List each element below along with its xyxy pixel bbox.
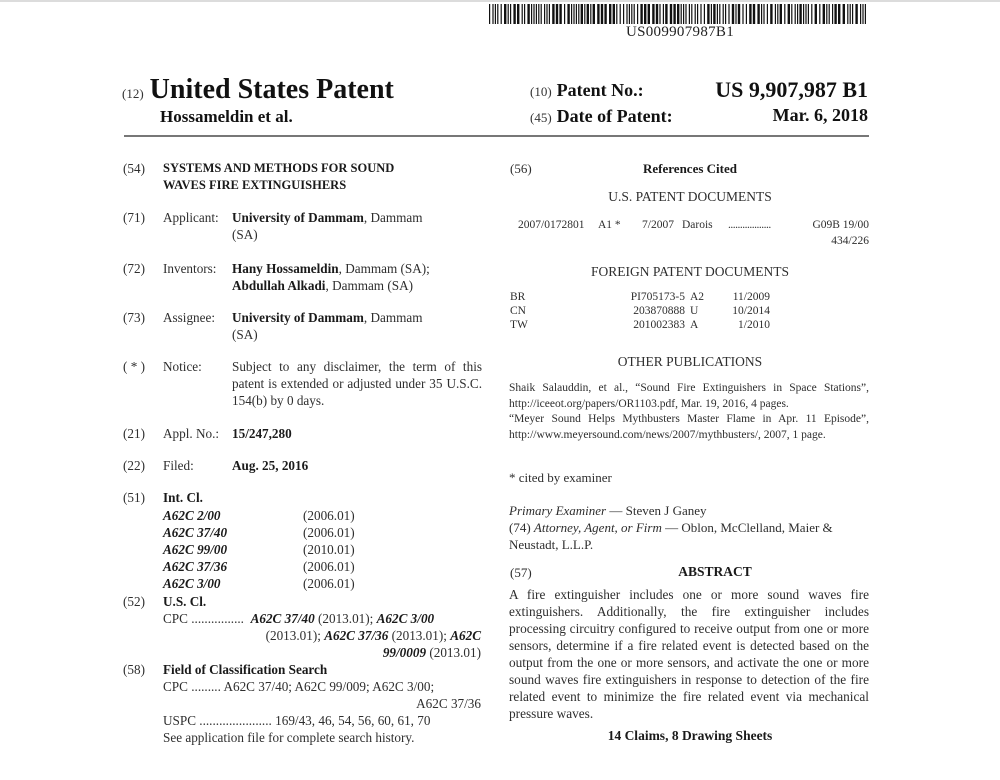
assignee-name: University of Dammam bbox=[232, 310, 364, 325]
field-code: (21) bbox=[123, 426, 145, 441]
barcode-bar bbox=[852, 4, 853, 24]
field-label: Assignee: bbox=[163, 310, 216, 325]
doc-country: TW bbox=[510, 319, 528, 331]
patent-no-label bbox=[530, 80, 644, 101]
date-code: (45) bbox=[530, 110, 552, 125]
barcode-bar bbox=[559, 4, 561, 24]
barcode-bar bbox=[862, 4, 863, 24]
class-version: (2013.01) bbox=[426, 645, 481, 660]
examiner-label: Primary Examiner bbox=[509, 503, 607, 518]
barcode-bar bbox=[640, 4, 642, 24]
doc-number: 203870888 bbox=[633, 305, 685, 317]
barcode-bar bbox=[665, 4, 667, 24]
barcode-bar bbox=[634, 4, 635, 24]
barcode-bar bbox=[838, 4, 840, 24]
date-label-text: Date of Patent: bbox=[556, 106, 673, 126]
barcode-bar bbox=[659, 4, 660, 24]
barcode-bar bbox=[860, 4, 861, 24]
barcode-bar bbox=[584, 4, 585, 24]
barcode-bar bbox=[581, 4, 583, 24]
doc-kind: A bbox=[690, 319, 699, 331]
barcode-bar bbox=[522, 4, 523, 24]
barcode-bar bbox=[552, 4, 554, 24]
barcode-bar bbox=[713, 4, 715, 24]
patent-no-label-text: Patent No.: bbox=[556, 80, 644, 100]
barcode-bar bbox=[504, 4, 506, 24]
invention-title-line1: SYSTEMS AND METHODS FOR SOUND bbox=[163, 161, 395, 175]
barcode-bar bbox=[795, 4, 796, 24]
abstract-code: (57) bbox=[510, 565, 532, 580]
field-code: (52) bbox=[123, 594, 145, 609]
cited-note: * cited by examiner bbox=[509, 470, 612, 485]
barcode-bar bbox=[501, 4, 502, 24]
barcode-bar bbox=[683, 4, 684, 24]
barcode-bar bbox=[495, 4, 496, 24]
barcode-bar bbox=[829, 4, 830, 24]
barcode-text: US009907987B1 bbox=[625, 24, 735, 40]
doc-date: 1/2010 bbox=[738, 319, 770, 331]
barcode-bar bbox=[719, 4, 720, 24]
barcode-bar bbox=[609, 4, 611, 24]
inventor-short: Hossameldin et al. bbox=[160, 107, 293, 126]
barcode bbox=[489, 4, 869, 24]
abstract-text: A fire extinguisher includes one or more sound waves fire extinguishers. Additionally, the fire extinguisher includes processing circuitry configured to receive output from one or more sensors, determine if a fire related event is detected based on the output from the one or more sensors, and activate the one or more sound waves fire extinguishers in response to detection of the fire related event to minimize the fire related event via mechanical pressure waves. bbox=[509, 587, 869, 721]
class-code: A62C 2/00 bbox=[163, 508, 221, 523]
uspc-value: 169/43, 46, 54, 56, 60, 61, 70 bbox=[275, 713, 431, 728]
barcode-bar bbox=[613, 4, 615, 24]
barcode-bar bbox=[832, 4, 833, 24]
assignee-location: , Dammam bbox=[363, 310, 423, 325]
class-code: 99/0009 bbox=[382, 645, 427, 660]
barcode-bar bbox=[524, 4, 525, 24]
document-title bbox=[122, 74, 394, 106]
field-label: Field of Classification Search bbox=[163, 662, 328, 677]
barcode-bar bbox=[770, 4, 772, 24]
barcode-bar bbox=[711, 4, 712, 24]
barcode-bar bbox=[556, 4, 558, 24]
barcode-bar bbox=[533, 4, 534, 24]
notice-text: Subject to any disclaimer, the term of this patent is extended or adjusted under 35 U.S.C. 154(b) by 0 days. bbox=[232, 359, 482, 408]
int-cl-row bbox=[163, 558, 423, 575]
date-value: Mar. 6, 2018 bbox=[772, 105, 868, 125]
barcode-bar bbox=[631, 4, 632, 24]
barcode-bar bbox=[652, 4, 654, 24]
barcode-bar bbox=[629, 4, 630, 24]
foreign-doc-row bbox=[510, 290, 870, 305]
top-border bbox=[0, 0, 1000, 2]
field-code: (58) bbox=[123, 662, 145, 677]
barcode-bar bbox=[843, 4, 845, 24]
barcode-bar bbox=[865, 4, 866, 24]
attorney-value: — Oblon, McClelland, Maier & Neustadt, L.L.P. bbox=[509, 520, 833, 552]
barcode-bar bbox=[746, 4, 747, 24]
barcode-bar bbox=[573, 4, 574, 24]
doc-class: 434/226 bbox=[831, 235, 869, 247]
barcode-bar bbox=[564, 4, 565, 24]
refs-code: (56) bbox=[510, 161, 532, 176]
barcode-bar bbox=[544, 4, 545, 24]
class-version: (2010.01) bbox=[303, 542, 355, 557]
barcode-bar bbox=[704, 4, 705, 24]
barcode-bar bbox=[775, 4, 776, 24]
barcode-bar bbox=[803, 4, 804, 24]
attorney-label: Attorney, Agent, or Firm bbox=[533, 520, 662, 535]
barcode-bar bbox=[761, 4, 762, 24]
barcode-bar bbox=[670, 4, 672, 24]
barcode-bar bbox=[527, 4, 529, 24]
barcode-bar bbox=[784, 4, 785, 24]
class-code: A62C 37/40 bbox=[163, 525, 228, 540]
primary-examiner bbox=[509, 502, 869, 519]
field-label: Applicant: bbox=[163, 210, 219, 225]
class-code: A62C 37/36 bbox=[324, 628, 389, 643]
other-pub-item: “Meyer Sound Helps Mythbusters Master Flame in Apr. 11 Episode”, http://www.meyersound.com/news/2007/mythbusters/, 2007, 1 page. bbox=[509, 413, 869, 441]
barcode-bar bbox=[497, 4, 498, 24]
field-code: (71) bbox=[123, 210, 145, 225]
barcode-bar bbox=[637, 4, 638, 24]
barcode-bar bbox=[797, 4, 798, 24]
barcode-bar bbox=[616, 4, 617, 24]
barcode-bar bbox=[799, 4, 801, 24]
other-pubs-title: OTHER PUBLICATIONS bbox=[617, 354, 763, 369]
barcode-bar bbox=[717, 4, 718, 24]
attorney-code: (74) bbox=[509, 520, 531, 535]
class-version: (2006.01) bbox=[303, 508, 355, 523]
foreign-doc-row bbox=[510, 318, 870, 333]
field-label: Inventors: bbox=[163, 261, 217, 276]
barcode-bar bbox=[536, 4, 537, 24]
applicant-location: , Dammam bbox=[363, 210, 423, 225]
barcode-bar bbox=[510, 4, 511, 24]
doc-country: CN bbox=[510, 305, 526, 317]
barcode-bar bbox=[576, 4, 577, 24]
barcode-bar bbox=[677, 4, 679, 24]
other-pub-item: Shaik Salauddin, et al., “Sound Fire Extinguishers in Space Stations”, http://iceeot.org/papers/OR1103.pdf, Mar. 19, 2016, 4 pages. bbox=[509, 382, 869, 410]
barcode-bar bbox=[656, 4, 658, 24]
doc-dots: .................. bbox=[728, 219, 771, 231]
barcode-bar bbox=[626, 4, 627, 24]
inventor-location: , Dammam (SA) bbox=[325, 278, 414, 293]
barcode-bar bbox=[823, 4, 825, 24]
field-label: Filed: bbox=[163, 458, 194, 473]
filed-value: Aug. 25, 2016 bbox=[232, 458, 309, 473]
barcode-bar bbox=[780, 4, 782, 24]
barcode-bar bbox=[513, 4, 515, 24]
field-search-cpc-line1: CPC ......... A62C 37/40; A62C 99/009; A62C 3/00; bbox=[163, 679, 435, 694]
barcode-bar bbox=[601, 4, 603, 24]
barcode-bar bbox=[815, 4, 817, 24]
barcode-bar bbox=[593, 4, 595, 24]
barcode-bar bbox=[826, 4, 827, 24]
barcode-bar bbox=[847, 4, 848, 24]
class-version: (2013.01); bbox=[265, 628, 325, 643]
int-cl-row bbox=[163, 575, 423, 592]
barcode-bar bbox=[685, 4, 686, 24]
assignee-country: (SA) bbox=[232, 327, 258, 342]
barcode-bar bbox=[492, 4, 493, 24]
barcode-bar bbox=[531, 4, 532, 24]
field-code: (51) bbox=[123, 490, 145, 505]
field-search-note: See application file for complete search history. bbox=[163, 730, 415, 745]
barcode-bar bbox=[590, 4, 591, 24]
field-code: ( * ) bbox=[123, 359, 145, 374]
class-version: (2013.01); bbox=[388, 628, 451, 643]
doc-class: G09B 19/00 bbox=[812, 219, 869, 231]
barcode-bar bbox=[620, 4, 621, 24]
field-label: Int. Cl. bbox=[163, 490, 203, 505]
doc-kind: A1 * bbox=[598, 219, 621, 231]
barcode-bar bbox=[689, 4, 690, 24]
barcode-bar bbox=[819, 4, 820, 24]
field-code: (22) bbox=[123, 458, 145, 473]
barcode-bar bbox=[723, 4, 724, 24]
attorney bbox=[509, 519, 849, 553]
field-search-cpc-line2: A62C 37/36 bbox=[416, 696, 481, 711]
field-search-uspc bbox=[163, 712, 481, 729]
barcode-bar bbox=[808, 4, 809, 24]
barcode-bar bbox=[571, 4, 572, 24]
barcode-bar bbox=[753, 4, 755, 24]
barcode-bar bbox=[767, 4, 768, 24]
barcode-bar bbox=[538, 4, 539, 24]
inventor-name: Abdullah Alkadi bbox=[232, 278, 326, 293]
doc-number: 2007/0172801 bbox=[518, 219, 585, 231]
barcode-bar bbox=[757, 4, 759, 24]
title-text: United States Patent bbox=[149, 74, 394, 105]
doc-name: Darois bbox=[682, 219, 713, 231]
barcode-bar bbox=[597, 4, 599, 24]
applicant-country: (SA) bbox=[232, 227, 258, 242]
barcode-bar bbox=[578, 4, 579, 24]
inventor-location: , Dammam (SA); bbox=[338, 261, 430, 276]
barcode-bar bbox=[855, 4, 857, 24]
doc-country: BR bbox=[510, 291, 526, 303]
field-code: (72) bbox=[123, 261, 145, 276]
barcode-bar bbox=[695, 4, 696, 24]
barcode-bar bbox=[707, 4, 709, 24]
invention-title-line2: WAVES FIRE EXTINGUISHERS bbox=[163, 178, 347, 192]
field-code: (73) bbox=[123, 310, 145, 325]
barcode-bar bbox=[728, 4, 729, 24]
foreign-doc-row bbox=[510, 304, 870, 319]
doc-date: 7/2007 bbox=[642, 219, 674, 231]
patent-no-code: (10) bbox=[530, 84, 552, 99]
doc-kind: U bbox=[690, 305, 699, 317]
claims-summary: 14 Claims, 8 Drawing Sheets bbox=[607, 728, 773, 743]
date-label bbox=[530, 106, 673, 127]
doc-date: 10/2014 bbox=[732, 305, 770, 317]
class-version: (2013.01); bbox=[314, 611, 377, 626]
class-version: (2006.01) bbox=[303, 525, 355, 540]
barcode-bar bbox=[681, 4, 682, 24]
barcode-bar bbox=[673, 4, 675, 24]
refs-title: References Cited bbox=[643, 161, 737, 176]
examiner-value: — Steven J Ganey bbox=[606, 503, 707, 518]
foreign-docs-title: FOREIGN PATENT DOCUMENTS bbox=[590, 264, 790, 279]
barcode-bar bbox=[791, 4, 792, 24]
barcode-bar bbox=[834, 4, 836, 24]
uspc-prefix: USPC ...................... bbox=[163, 713, 272, 728]
barcode-bar bbox=[732, 4, 734, 24]
field-label: U.S. Cl. bbox=[163, 594, 207, 609]
field-code: (54) bbox=[123, 161, 145, 176]
barcode-bar bbox=[850, 4, 851, 24]
us-cl-cpc-line2 bbox=[163, 627, 481, 644]
field-label: Appl. No.: bbox=[163, 426, 220, 441]
barcode-bar bbox=[811, 4, 812, 24]
barcode-bar bbox=[691, 4, 692, 24]
barcode-bar bbox=[700, 4, 701, 24]
class-code: A62C 37/40 bbox=[250, 611, 315, 626]
barcode-bar bbox=[725, 4, 726, 24]
barcode-bar bbox=[735, 4, 736, 24]
barcode-bar bbox=[749, 4, 751, 24]
barcode-bar bbox=[623, 4, 624, 24]
barcode-bar bbox=[517, 4, 519, 24]
appl-no-value: 15/247,280 bbox=[232, 426, 292, 441]
barcode-bar bbox=[648, 4, 650, 24]
doc-number: PI705173-5 bbox=[630, 291, 685, 303]
barcode-bar bbox=[604, 4, 606, 24]
doc-number: 201002383 bbox=[633, 319, 685, 331]
us-docs-title: U.S. PATENT DOCUMENTS bbox=[608, 189, 772, 204]
class-version: (2006.01) bbox=[303, 576, 355, 591]
int-cl-row bbox=[163, 524, 423, 541]
barcode-bar bbox=[738, 4, 740, 24]
barcode-bar bbox=[541, 4, 542, 24]
barcode-bar bbox=[697, 4, 698, 24]
cpc-prefix: CPC ................ bbox=[163, 611, 244, 626]
abstract-title: ABSTRACT bbox=[678, 564, 752, 579]
class-code: A62C 99/00 bbox=[163, 542, 228, 557]
barcode-bar bbox=[805, 4, 806, 24]
header-divider bbox=[124, 135, 869, 137]
int-cl-row bbox=[163, 541, 423, 558]
barcode-bar bbox=[663, 4, 664, 24]
title-code: (12) bbox=[122, 86, 144, 101]
class-version: (2006.01) bbox=[303, 559, 355, 574]
class-code: A62C 37/36 bbox=[163, 559, 228, 574]
patent-no-value: US 9,907,987 B1 bbox=[715, 77, 868, 102]
barcode-bar bbox=[546, 4, 547, 24]
barcode-bar bbox=[788, 4, 790, 24]
barcode-bar bbox=[777, 4, 778, 24]
barcode-bar bbox=[763, 4, 764, 24]
int-cl-row bbox=[163, 507, 423, 524]
class-code: A62C 3/00 bbox=[376, 611, 435, 626]
doc-date: 11/2009 bbox=[732, 291, 770, 303]
inventor-name: Hany Hossameldin bbox=[232, 261, 339, 276]
barcode-bar bbox=[567, 4, 569, 24]
barcode-bar bbox=[644, 4, 646, 24]
us-cl-cpc-line3 bbox=[163, 644, 481, 661]
class-code: A62C bbox=[450, 628, 481, 643]
us-cl-cpc-line1 bbox=[163, 610, 481, 627]
barcode-bar bbox=[508, 4, 509, 24]
class-code: A62C 3/00 bbox=[163, 576, 221, 591]
field-label: Notice: bbox=[163, 359, 202, 374]
barcode-bar bbox=[549, 4, 550, 24]
barcode-bar bbox=[587, 4, 589, 24]
doc-kind: A2 bbox=[690, 291, 705, 303]
barcode-bar bbox=[489, 4, 490, 24]
barcode-bar bbox=[742, 4, 743, 24]
applicant-name: University of Dammam bbox=[232, 210, 364, 225]
